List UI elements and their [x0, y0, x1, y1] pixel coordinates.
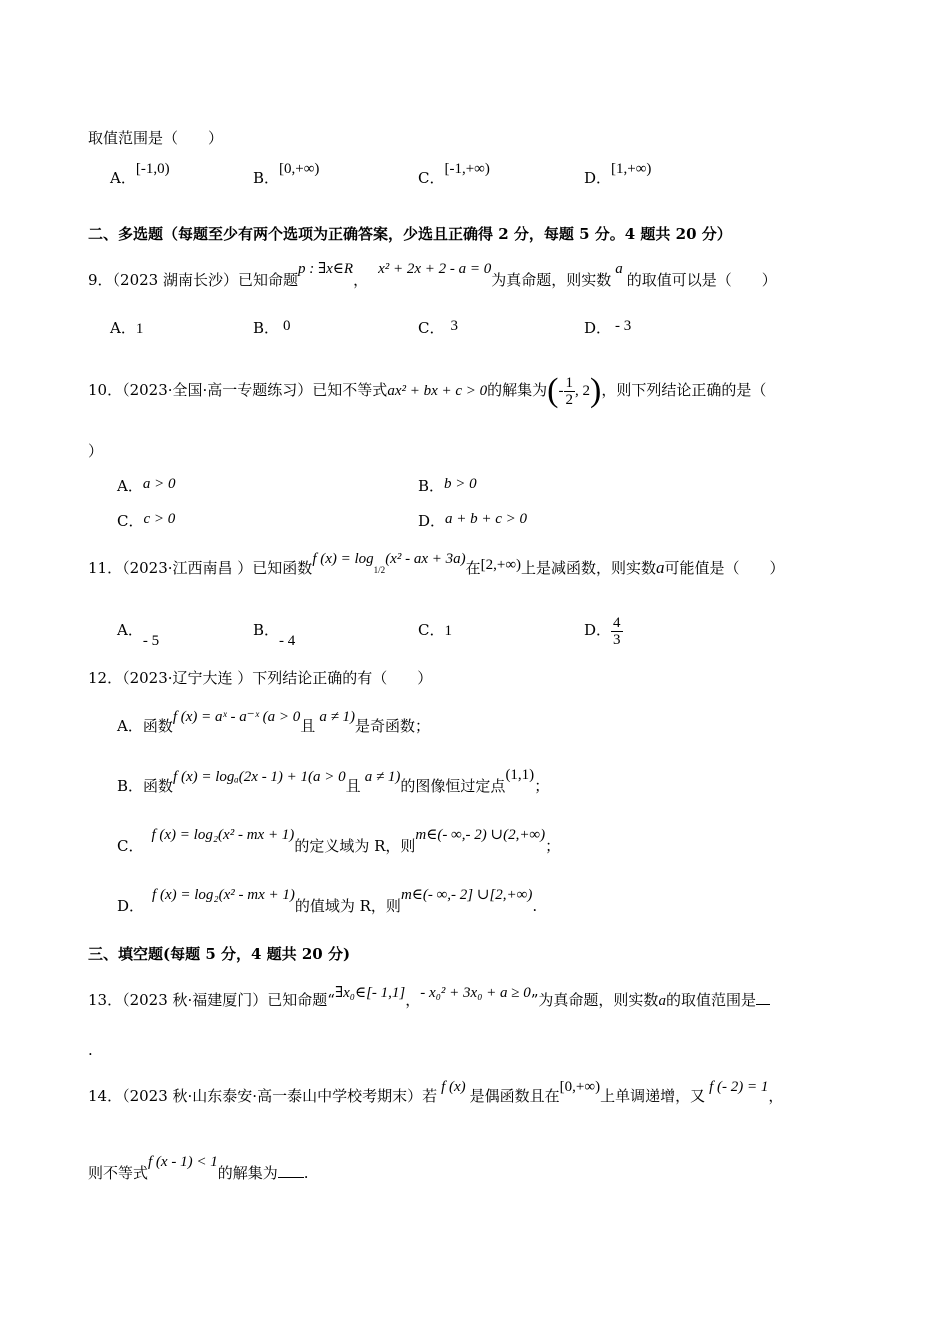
q9-option-a: A．1 [110, 319, 144, 337]
q14-answer-blank[interactable] [278, 1163, 304, 1178]
q10-option-d: D．a + b + c > 0 [418, 511, 528, 530]
q9-option-b: B． 0 [253, 318, 291, 337]
q9-option-d: D． - 3 [584, 318, 632, 337]
section-heading-fill-in: 三、填空题(每题 5 分，4 题共 20 分) [88, 945, 351, 963]
q12-option-d: D．f (x) = log₂(x² - mx + 1)的值域为 R，则m∈(- ∞,- 2] ∪[2,+∞). [117, 887, 538, 915]
q10-fraction: $\frac{1}{2}$ [565, 374, 573, 408]
q11-option-c: C．1 [418, 621, 452, 639]
q12-option-b: B．函数f (x) = logₐ(2x - 1) + 1(a > 0且 a ≠ 1)的图像恒过定点(1,1)； [117, 767, 550, 795]
q10-option-a: A．a > 0 [117, 476, 176, 495]
q11-option-b: B．- 4 [253, 621, 296, 649]
q12-option-a: A．函数f (x) = aˣ - a⁻ˣ (a > 0且 a ≠ 1)是奇函数； [117, 709, 431, 735]
q8-option-c: C．[-1,+∞) [418, 161, 490, 187]
q12-stem: 12．（2023·辽宁大连 ）下列结论正确的有（ ） [88, 669, 433, 687]
q8-stem-tail: 取值范围是（ ） [88, 129, 224, 147]
q11-option-d-fraction: $\frac{4}{3}$ [613, 614, 621, 648]
q13-trailing-period: . [88, 1041, 93, 1059]
q11-option-a: A．- 5 [117, 621, 160, 649]
q8-option-b: B．[0,+∞) [253, 161, 320, 187]
q13-stem: 13．（2023 秋·福建厦门）已知命题“∃x₀∈[- 1,1]，- x₀² + 3x₀ + a ≥ 0”为真命题，则实数a的取值范围是 [88, 990, 770, 1011]
q11-stem: 11．（2023·江西南昌 ）已知函数f $(x) = \log_{1/2}(x^2$ - ax + 3a)在[2,+∞)上是减函数，则实数a可能值是（ ） [88, 551, 785, 577]
q14-stem-line2: 则不等式f (x - 1) < 1的解集为 . [88, 1154, 309, 1182]
q10-option-b: B．b > 0 [418, 476, 477, 495]
q10-stem-close: ） [88, 442, 104, 460]
q9-option-c: C． 3 [418, 318, 458, 337]
q8-option-a: A．[-1,0) [110, 161, 170, 187]
q10-stem: 10．（2023·全国·高一专题练习）已知不等式ax² + bx + c > 0的解集为(- $\frac{1}{2}$ , 2)，则下列结论正确的是（ [88, 372, 767, 409]
q12-option-c: C．f (x) = log₂(x² - mx + 1)的定义域为 R，则m∈(- ∞,- 2) ∪(2,+∞)； [117, 827, 561, 855]
q14-stem: 14．（2023 秋·山东泰安·高一泰山中学校考期末）若 f (x) 是偶函数且在[0,+∞)上单调递增，又 f (- 2) = 1， [88, 1079, 784, 1105]
q10-option-c: C．c > 0 [117, 511, 176, 530]
section-heading-multiple-choice: 二、多选题（每题至少有两个选项为正确答案，少选且正确得 2 分，每题 5 分。4 题共 20 分） [88, 225, 732, 243]
q11-option-d: D． $\frac{4}{3}$ [584, 614, 621, 648]
q13-answer-blank[interactable] [756, 990, 770, 1005]
q9-stem: 9．（2023 湖南长沙）已知命题p : ∃x∈R，x² + 2x + 2 - a = 0为真命题，则实数a的取值可以是（ ） [88, 261, 777, 289]
q8-option-d: D．[1,+∞) [584, 161, 652, 187]
